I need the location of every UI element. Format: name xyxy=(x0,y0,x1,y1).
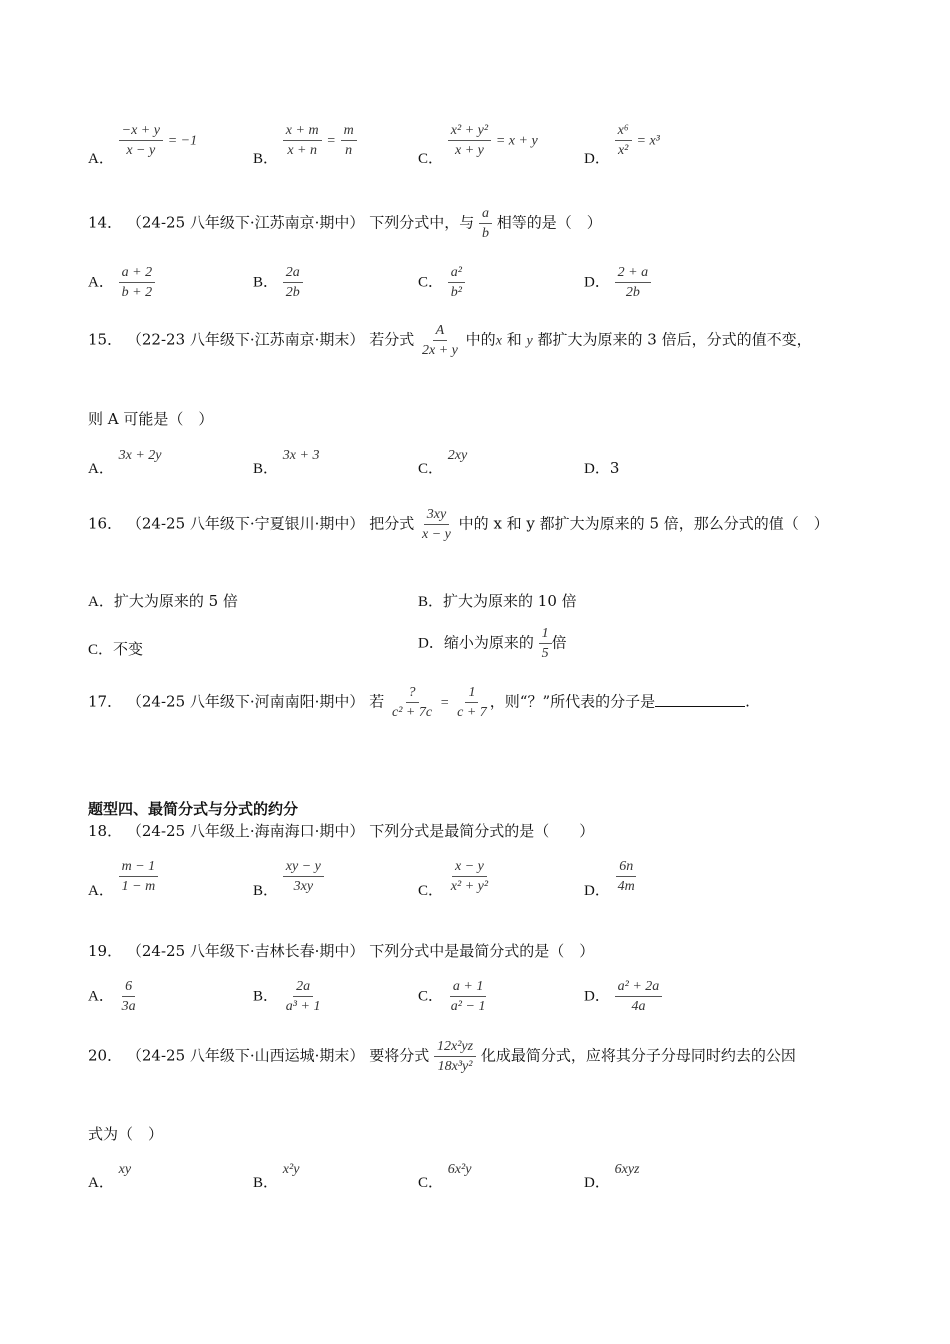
q20-option-a[interactable]: A． xy xyxy=(88,1162,132,1191)
q15-fraction: $\frac{A}{2x + y}$ xyxy=(422,323,458,358)
q18-b-fraction: $\frac{xy - y}{3xy}$ xyxy=(283,858,324,895)
q13-option-b[interactable]: B． $\frac{x + m}{x + n}$ = $\frac{m}{n}$ xyxy=(253,122,357,159)
q20-option-d[interactable]: D． 6xyz xyxy=(584,1162,640,1191)
q16-option-b[interactable]: B．扩大为原来的 10 倍 xyxy=(418,592,577,610)
q20-option-b[interactable]: B． x²y xyxy=(253,1162,300,1191)
q14-a-fraction: $\frac{a + 2}{b + 2}$ xyxy=(119,264,155,301)
question-14: 14． （24-25 八年级下·江苏南京·期中） 下列分式中，与 $\frac{a}{b}$ 相等的是（ ） xyxy=(88,206,602,241)
q20-fraction: $\frac{\text{12x²yz}}{\text{18x³y²}}$ xyxy=(434,1038,476,1075)
q19-d-fraction: $\frac{\text{a² + 2a}}{4a}$ xyxy=(615,978,663,1015)
question-source: （24-25 八年级下·河南南阳·期中） xyxy=(126,692,365,711)
q18-option-d[interactable]: D． $\frac{6n}{4m}$ xyxy=(584,858,638,895)
q13-option-a[interactable]: A． $\frac{-x + y}{x - y}$ = −1 xyxy=(88,123,198,167)
question-source: （24-25 八年级下·江苏南京·期中） xyxy=(126,213,365,232)
q19-option-b[interactable]: B． $\frac{2a}{\text{a³ + 1}}$ xyxy=(253,978,323,1015)
section-title: 题型四、最简分式与分式的约分 xyxy=(88,800,299,818)
q19-b-fraction: $\frac{2a}{\text{a³ + 1}}$ xyxy=(285,979,321,1014)
question-20-line2: 式为（ ） xyxy=(88,1125,164,1143)
q19-option-d[interactable]: D． $\frac{\text{a² + 2a}}{4a}$ xyxy=(584,978,662,1015)
q20-option-c[interactable]: C． 6x²y xyxy=(418,1162,472,1191)
question-source: （24-25 八年级下·宁夏银川·期中） xyxy=(126,514,365,533)
q18-option-a[interactable]: A． $\frac{m - 1}{1 - m}$ xyxy=(88,858,158,895)
q14-c-fraction: $\frac{\text{a²}}{\text{b²}}$ xyxy=(448,264,465,301)
q17-left-fraction: $\frac{?}{\text{c² + 7c}}$ xyxy=(392,685,433,720)
q13-d-fraction: $\frac{\text{x⁶}}{\text{x²}}$ xyxy=(615,122,632,159)
q19-option-a[interactable]: A． $\frac{6}{3a}$ xyxy=(88,978,139,1015)
q14-option-b[interactable]: B． $\frac{2a}{2b}$ xyxy=(253,264,303,301)
q13-option-c[interactable]: C． $\frac{\text{x² + y²}}{x + y}$ = x + y xyxy=(418,123,538,167)
q16-fraction: $\frac{3xy}{x - y}$ xyxy=(422,507,451,542)
q14-fraction: $\frac{a}{b}$ xyxy=(479,205,492,242)
question-20: 20． （24-25 八年级下·山西运城·期末） 要将分式 $\frac{\text{12x²yz}}{\text{18x³y²}}$ 化成最简分式，应将其分子分母同时约去的公因 xyxy=(88,1039,796,1074)
q13-c-fraction: $\frac{\text{x² + y²}}{x + y}$ xyxy=(448,122,491,159)
question-source: （24-25 八年级上·海南海口·期中） xyxy=(126,822,365,840)
q19-a-fraction: $\frac{6}{3a}$ xyxy=(121,979,136,1014)
question-source: （24-25 八年级下·吉林长春·期中） xyxy=(126,942,365,960)
q18-c-fraction: $\frac{x - y}{\text{x² + y²}}$ xyxy=(450,859,489,894)
question-19: 19． （24-25 八年级下·吉林长春·期中） 下列分式中是最简分式的是（ ） xyxy=(88,942,595,960)
q18-a-fraction: $\frac{m - 1}{1 - m}$ xyxy=(119,858,159,895)
q16-option-c[interactable]: C．不变 xyxy=(88,640,144,658)
answer-blank[interactable] xyxy=(655,692,745,707)
q13-a-fraction: $\frac{-x + y}{x - y}$ xyxy=(119,122,163,159)
question-15: 15． （22-23 八年级下·江苏南京·期末） 若分式 $\frac{A}{2x + y}$ 中的x 和 y 都扩大为原来的 3 倍后，分式的值不变， xyxy=(88,323,812,358)
question-source: （22-23 八年级下·江苏南京·期末） xyxy=(126,330,365,349)
q19-c-fraction: $\frac{a + 1}{\text{a² − 1}}$ xyxy=(450,979,486,1014)
q19-option-c[interactable]: C． $\frac{a + 1}{\text{a² − 1}}$ xyxy=(418,978,488,1015)
q14-option-d[interactable]: D． $\frac{2 + a}{2b}$ xyxy=(584,264,651,301)
q15-option-c[interactable]: C． 2xy xyxy=(418,448,468,477)
question-17: 17． （24-25 八年级下·河南南阳·期中） 若 $\frac{?}{\text{c² + 7c}}$ = $\frac{1}{c + 7}$ ，则“？”所代表的分子是 . xyxy=(88,685,750,720)
q15-option-a[interactable]: A． 3x + 2y xyxy=(88,448,162,477)
question-18: 18． （24-25 八年级上·海南海口·期中） 下列分式是最简分式的是（ ） xyxy=(88,822,595,840)
q13-b-fraction-left: $\frac{x + m}{x + n}$ xyxy=(283,122,322,159)
q16-option-d[interactable]: D．缩小为原来的 $\frac{1}{5}$ 倍 xyxy=(418,626,567,661)
question-source: （24-25 八年级下·山西运城·期末） xyxy=(126,1046,365,1065)
question-16: 16． （24-25 八年级下·宁夏银川·期中） 把分式 $\frac{3xy}{x - y}$ 中的 x 和 y 都扩大为原来的 5 倍，那么分式的值（ ） xyxy=(88,507,829,542)
q13-b-fraction-right: $\frac{m}{n}$ xyxy=(341,122,357,159)
q13-option-d[interactable]: D． $\frac{\text{x⁶}}{\text{x²}}$ = x³ xyxy=(584,123,660,167)
q17-right-fraction: $\frac{1}{c + 7}$ xyxy=(457,685,487,720)
q16-option-a[interactable]: A．扩大为原来的 5 倍 xyxy=(88,592,238,610)
q18-d-fraction: $\frac{6n}{4m}$ xyxy=(617,859,635,894)
q14-option-a[interactable]: A． $\frac{a + 2}{b + 2}$ xyxy=(88,264,155,301)
q14-d-fraction: $\frac{2 + a}{2b}$ xyxy=(615,264,651,301)
q14-b-fraction: $\frac{2a}{2b}$ xyxy=(283,264,303,301)
q14-option-c[interactable]: C． $\frac{\text{a²}}{\text{b²}}$ xyxy=(418,264,465,301)
q18-option-c[interactable]: C． $\frac{x - y}{\text{x² + y²}}$ xyxy=(418,858,491,895)
question-15-line2: 则 A 可能是（ ） xyxy=(88,410,214,428)
q18-option-b[interactable]: B． $\frac{xy - y}{3xy}$ xyxy=(253,858,324,895)
q15-option-b[interactable]: B． 3x + 3 xyxy=(253,448,320,477)
q16-d-fraction: $\frac{1}{5}$ xyxy=(539,625,552,662)
q15-option-d[interactable]: D．3 xyxy=(584,459,620,477)
